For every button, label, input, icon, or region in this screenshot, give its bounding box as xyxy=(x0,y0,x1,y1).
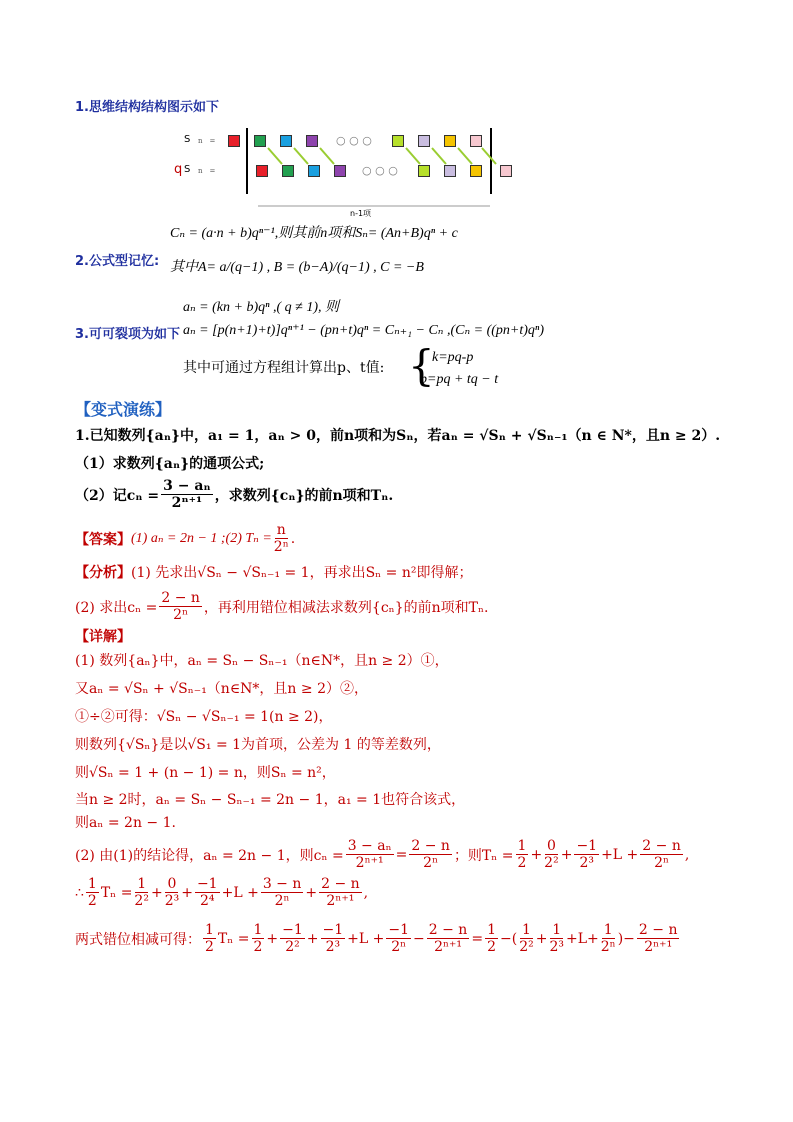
d9-term3-den: 2⁴ xyxy=(200,893,215,909)
d8-frac1-num: 3 − aₙ xyxy=(347,838,392,854)
diagram-top-square xyxy=(418,135,430,147)
q1-2-denominator: 2ⁿ⁺¹ xyxy=(171,495,203,511)
d8-prefix: (2) 由(1)的结论得，aₙ = 2n − 1，则cₙ = xyxy=(75,847,344,864)
d9-term5-num: 2 − n xyxy=(321,876,360,892)
section3-eq2: b=pq + tq − t xyxy=(420,372,499,387)
d9-term4-den: 2ⁿ xyxy=(274,893,290,909)
structure-diagram xyxy=(170,122,530,222)
diagram-top-square xyxy=(280,135,292,147)
d9-term1-den: 2² xyxy=(134,893,149,909)
section1-title: 1.思维结构结构图示如下 xyxy=(75,100,219,115)
diagram-bottom-label: n-1项 xyxy=(350,209,372,218)
diagram-label-top: S xyxy=(184,134,191,145)
section1-formula: Cₙ = (a·n + b)qⁿ⁻¹,则其前n项和Sₙ= (An+B)qⁿ + c xyxy=(170,226,458,241)
section2-line1: 其中A= a/(q−1) , B = (b−A)/(q−1) , C = −B xyxy=(170,260,424,275)
d10-paren1-den: 2² xyxy=(519,939,534,955)
d9-term5-den: 2ⁿ⁺¹ xyxy=(326,893,355,909)
answer-denominator: 2ⁿ xyxy=(273,539,289,555)
d8-term3-num: −1 xyxy=(576,838,598,854)
analysis-tag: 【分析】 xyxy=(75,565,131,581)
d8-term3-den: 2³ xyxy=(579,855,595,871)
analysis2-numerator: 2 − n xyxy=(161,590,200,606)
diagram-bottom-square xyxy=(334,165,346,177)
analysis-line-1 xyxy=(75,562,473,582)
d9-term2-num: 0 xyxy=(167,876,177,892)
practice-heading: 【变式演练】 xyxy=(75,400,172,419)
diagram-label-bottom-sub: n = xyxy=(198,167,216,175)
detail-line-3: ①÷②可得：√Sₙ − √Sₙ₋₁ = 1(n ≥ 2)， xyxy=(75,709,333,725)
d8-mid: ；则Tₙ = xyxy=(453,847,514,864)
d9-frac-num: 1 xyxy=(87,876,97,892)
d8-frac1-den: 2ⁿ⁺¹ xyxy=(355,855,384,871)
answer-numerator: n xyxy=(276,522,286,538)
diagram-bottom-square xyxy=(308,165,320,177)
d10-paren3-den: 2ⁿ xyxy=(600,939,616,955)
section3-eq1: k=pq-p xyxy=(432,350,474,365)
d10-mid: Tₙ = xyxy=(217,930,250,947)
section3-note: 其中可通过方程组计算出p、t值: xyxy=(183,360,385,376)
d8-frac2-num: 2 − n xyxy=(411,838,450,854)
d10-term3-num: −1 xyxy=(322,922,344,938)
diagram-top-square xyxy=(392,135,404,147)
d10-frac-num: 1 xyxy=(205,922,214,938)
d8-equals: = xyxy=(395,846,408,863)
d9-term4-num: 3 − n xyxy=(262,876,302,892)
diagram-top-square xyxy=(470,135,482,147)
analysis-text-1: (1) 先求出√Sₙ − √Sₙ₋₁ = 1，再求出Sₙ = n²即得解； xyxy=(131,565,473,581)
d10-term3-den: 2³ xyxy=(325,939,341,955)
diagram-top-square xyxy=(306,135,318,147)
section3-title: 3.可可裂项为如下 xyxy=(75,327,180,342)
analysis2-prefix: (2) 求出cₙ = xyxy=(75,599,158,616)
diagram-label-q: q xyxy=(174,162,183,177)
d10-term1-den: 2 xyxy=(253,939,263,955)
detail-line-10: 两式错位相减可得： $\frac{1}{2}$ Tₙ = $\frac{1}{2}$ + $\frac{-1}{\text{2²}}$ + $\frac{-1}{\text{2³}}$ +L + $\frac{-1}{\text{2ⁿ}}$ − $\frac{2 - n}{\text{2ⁿ⁺¹}}$ = $\frac{1}{2}$ −( $\frac{1}{\text{2²}}$ + $\frac{1}{\text{2³}}$ +L+ $\frac{1}{\text{2ⁿ}}$ )− $\frac{2 - n}{\text{2ⁿ⁺¹}}$ xyxy=(75,922,678,955)
detail-tag: 【详解】 xyxy=(75,629,131,645)
section3-brace: { xyxy=(408,341,435,390)
answer-tag: 【答案】 xyxy=(75,531,131,548)
detail-line-2: 又aₙ = √Sₙ + √Sₙ₋₁（n∈N*，且n ≥ 2）②， xyxy=(75,681,368,697)
detail-line-6: 当n ≥ 2时，aₙ = Sₙ − Sₙ₋₁ = 2n − 1，a₁ = 1也符合该式， xyxy=(75,792,466,808)
answer-text: (1) aₙ = 2n − 1 ;(2) Tₙ = xyxy=(131,531,272,546)
question-1-part-1: （1）求数列{aₙ}的通项公式; xyxy=(75,456,265,472)
diagram-label-bottom: S xyxy=(184,164,191,175)
d9-term2-den: 2³ xyxy=(164,893,180,909)
detail-line-7: 则aₙ = 2n − 1. xyxy=(75,815,176,831)
d10-paren1-num: 1 xyxy=(521,922,531,938)
d10-prefix: 两式错位相减可得： xyxy=(75,931,201,948)
diagram-bottom-square xyxy=(500,165,512,177)
analysis2-suffix: ，再利用错位相减法求数列{cₙ}的前n项和Tₙ. xyxy=(203,599,489,616)
d9-frac-den: 2 xyxy=(87,893,97,909)
d9-dots: +L + xyxy=(221,884,259,901)
detail-line-9: ∴ $\frac{1}{2}$ Tₙ = $\frac{1}{\text{2²}}$ + $\frac{0}{\text{2³}}$ + $\frac{-1}{\text{2⁴}}$ +L + $\frac{3 - n}{\text{2ⁿ}}$ + $\frac{2 - n}{\text{2ⁿ⁺¹}}$ , xyxy=(75,876,369,909)
diagram-bottom-square xyxy=(444,165,456,177)
q1-2-suffix: ，求数列{cₙ}的前n项和Tₙ. xyxy=(214,487,394,504)
d9-term3-num: −1 xyxy=(196,876,218,892)
d10-term7-den: 2ⁿ⁺¹ xyxy=(644,939,673,955)
d8-dots: +L + xyxy=(601,846,639,863)
d9-term1-num: 1 xyxy=(137,876,147,892)
d10-dots: +L + xyxy=(347,930,385,947)
d9-mid: Tₙ = xyxy=(100,884,133,901)
diagram-label-top-sub: n = xyxy=(198,137,216,145)
question-1-part-2 xyxy=(75,478,393,511)
question-1: 1.已知数列{aₙ}中，a₁ = 1，aₙ > 0，前n项和为Sₙ，若aₙ = √Sₙ + √Sₙ₋₁（n ∈ N*，且n ≥ 2）. xyxy=(75,428,721,444)
detail-line-1: (1) 数列{aₙ}中，aₙ = Sₙ − Sₙ₋₁（n∈N*，且n ≥ 2）①， xyxy=(75,653,449,669)
d9-therefore: ∴ xyxy=(75,884,84,901)
diagram-top-ellipsis: ○ ○ ○ xyxy=(336,134,372,147)
analysis2-denominator: 2ⁿ xyxy=(173,607,189,623)
d8-term1-num: 1 xyxy=(517,838,527,854)
d10-term2-num: −1 xyxy=(282,922,303,938)
answer-line: 【答案】 (1) aₙ = 2n − 1 ;(2) Tₙ = $\frac{n}{\text{2ⁿ}}$ . xyxy=(75,522,296,555)
d10-frac-den: 2 xyxy=(205,939,214,955)
detail-line-8: (2) 由(1)的结论得，aₙ = 2n − 1，则cₙ = $\frac{\text{3 − aₙ}}{\text{2ⁿ⁺¹}}$ = $\frac{2 - n}{\text{2ⁿ}}$ ；则Tₙ = $\frac{1}{2}$ + $\frac{0}{\text{2²}}$ + $\frac{-1}{\text{2³}}$ +L + $\frac{2 - n}{\text{2ⁿ}}$ , xyxy=(75,838,690,871)
q1-2-prefix: （2）记cₙ = xyxy=(75,487,160,504)
detail-line-4: 则数列{√Sₙ}是以√S₁ = 1为首项，公差为 1 的等差数列， xyxy=(75,737,441,753)
section3-formula: aₙ = [p(n+1)+t)]qⁿ⁺¹ − (pn+t)qⁿ = Cₙ₊₁ − Cₙ ,(Cₙ = ((pn+t)qⁿ) xyxy=(183,323,544,338)
d10-term1-num: 1 xyxy=(253,922,263,938)
diagram-bottom-square xyxy=(256,165,268,177)
analysis-line-2 xyxy=(75,590,489,623)
d10-paren2-den: 2³ xyxy=(549,939,564,955)
d10-term2-den: 2² xyxy=(285,939,300,955)
d8-term1-den: 2 xyxy=(517,855,527,871)
d8-term4-num: 2 − n xyxy=(642,838,681,854)
d10-term5-den: 2ⁿ⁺¹ xyxy=(434,939,463,955)
diagram-bottom-square xyxy=(418,165,430,177)
diagram-top-square xyxy=(254,135,266,147)
d10-term5-num: 2 − n xyxy=(428,922,468,938)
d8-term2-num: 0 xyxy=(546,838,556,854)
q1-2-numerator: 3 − aₙ xyxy=(163,478,211,494)
section2-line2: aₙ = (kn + b)qⁿ ,( q ≠ 1), 则 xyxy=(183,300,340,315)
d8-frac2-den: 2ⁿ xyxy=(423,855,439,871)
d10-term6-den: 2 xyxy=(487,939,496,955)
d10-term4-den: 2ⁿ xyxy=(391,939,407,955)
detail-line-5: 则√Sₙ = 1 + (n − 1) = n，则Sₙ = n²， xyxy=(75,765,336,781)
section2-title: 2.公式型记忆: xyxy=(75,254,160,269)
d10-term6-num: 1 xyxy=(487,922,496,938)
d10-term4-num: −1 xyxy=(388,922,410,938)
d10-term7-num: 2 − n xyxy=(638,922,678,938)
diagram-bottom-square xyxy=(470,165,482,177)
diagram-bottom-square xyxy=(282,165,294,177)
d8-term4-den: 2ⁿ xyxy=(654,855,670,871)
d10-paren2-num: 1 xyxy=(552,922,562,938)
d10-paren3-num: 1 xyxy=(603,922,613,938)
d8-term2-den: 2² xyxy=(544,855,559,871)
diagram-top-square xyxy=(228,135,240,147)
diagram-top-square xyxy=(444,135,456,147)
diagram-bottom-ellipsis: ○ ○ ○ xyxy=(362,164,398,177)
